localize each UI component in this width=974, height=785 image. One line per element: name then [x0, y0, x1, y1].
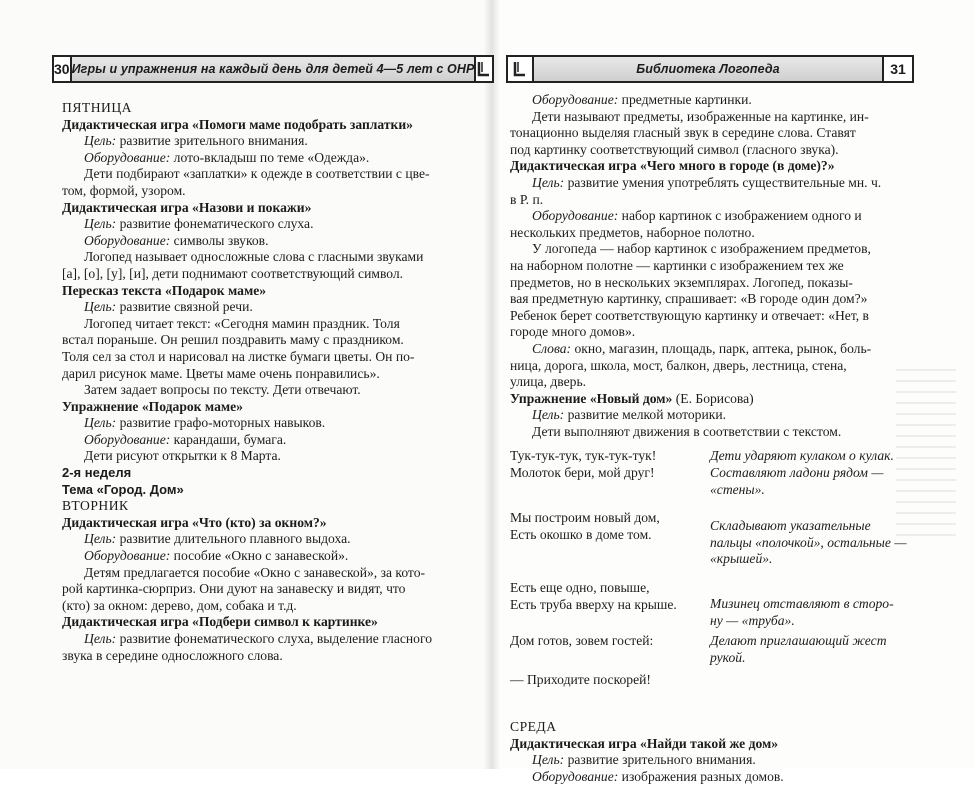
day-heading: СРЕДА — [510, 719, 557, 734]
action-line: Делают приглашающий жест — [710, 633, 887, 649]
equipment-label: Оборудование: — [84, 548, 171, 564]
goal-label: Цель: — [84, 299, 117, 315]
right-column — [510, 92, 918, 785]
section-heading: Дидактическая игра «Назови и покажи» — [62, 199, 312, 215]
action-line: «крышей». — [710, 551, 773, 567]
day-heading: ВТОРНИК — [62, 498, 129, 514]
body-text: [а], [о], [у], [и], дети поднимают соответствующий символ. — [62, 265, 404, 281]
right-header — [506, 55, 914, 83]
action-line: Мизинец отставляют в сторо- — [710, 596, 894, 612]
body-text: тонационно выделяя гласный звук в середине слова. Ставят — [510, 125, 856, 141]
words-label: Слова: — [532, 340, 572, 356]
body-text: Дети рисуют открытки к 8 Марта. — [84, 448, 281, 464]
verse-line: Дом готов, зовем гостей: — [510, 633, 654, 649]
verse-line: — Приходите поскорей! — [510, 672, 651, 688]
goal-label: Цель: — [84, 133, 117, 149]
goal-label: Цель: — [532, 752, 565, 768]
goal-label: Цель: — [84, 631, 117, 646]
week-heading: 2-я неделя — [62, 465, 132, 481]
body-text: дарил рисунок маме. Цветы маме очень понравились». — [62, 365, 380, 381]
section-heading: Упражнение «Подарок маме» — [62, 398, 243, 414]
poem-verse — [510, 510, 700, 568]
verse-line: Тук-тук-тук, тук-тук-тук! — [510, 448, 657, 464]
equipment-text: предметные картинки. — [621, 92, 752, 107]
body-text: Толя сел за стол и нарисовал на листке бумаги цветы. Он по- — [62, 348, 415, 364]
body-text: звука в середине односложного слова. — [62, 647, 283, 663]
equipment-label: Оборудование: — [532, 208, 619, 224]
poem-verse — [510, 633, 700, 666]
section-heading: Дидактическая игра «Чего много в городе (в доме)?» — [510, 158, 835, 174]
goal-label: Цель: — [84, 415, 117, 431]
equipment-text: лото-вкладыш по теме «Одежда». — [173, 149, 370, 165]
body-text: Дети называют предметы, изображенные на картинке, ин- — [532, 108, 869, 124]
section-heading: Упражнение «Новый дом» — [510, 390, 673, 406]
equipment-label: Оборудование: — [84, 431, 171, 447]
verse-line: Молоток бери, мой друг! — [510, 465, 655, 481]
body-text: на наборном полотне — картинки с изображением тех же — [510, 257, 844, 273]
body-text: Дети подбирают «заплатки» к одежде в соответствии с цве- — [84, 166, 430, 182]
body-text: (кто) за окном: дерево, дом, собака и т.д. — [62, 597, 297, 613]
body-text: под картинку соответствующий символ (гласного звука). — [510, 141, 839, 157]
page-number: 31 — [882, 55, 914, 83]
action-line: Составляют ладони рядом — — [710, 465, 884, 481]
action-line: рукой. — [710, 649, 746, 665]
goal-label: Цель: — [532, 174, 565, 190]
verse-line: Есть еще одно, повыше, — [510, 580, 650, 596]
words-text: улица, дверь. — [510, 374, 587, 390]
body-text: том, формой, узором. — [62, 182, 186, 198]
body-text: Ребенок берет соответствующую картинку и отвечает: «Нет, в — [510, 307, 869, 323]
action-line: «стены». — [710, 481, 765, 497]
poem-verse — [510, 666, 700, 689]
equipment-text: пособие «Окно с занавеской». — [173, 548, 349, 564]
goal-label: Цель: — [84, 216, 117, 232]
verse-line: Есть труба вверху на крыше. — [510, 596, 677, 612]
verse-line: Мы построим новый дом, — [510, 510, 660, 526]
body-text: вая предметную картинку, спрашивает: «В городе один дом?» — [510, 291, 868, 307]
body-text: Детям предлагается пособие «Окно с занавеской», за кото- — [84, 564, 426, 580]
equipment-label: Оборудование: — [84, 232, 171, 248]
poem-action — [710, 448, 918, 498]
body-text: Затем задает вопросы по тексту. Дети отвечают. — [84, 382, 361, 398]
goal-text: развитие длительного плавного выдоха. — [119, 531, 351, 547]
author-credit: (Е. Борисова) — [675, 390, 754, 406]
body-text: Логопед читает текст: «Сегодня мамин праздник. Толя — [84, 315, 400, 331]
equipment-label: Оборудование: — [532, 768, 619, 784]
words-text: окно, магазин, площадь, парк, аптека, рынок, боль- — [574, 340, 872, 356]
words-text: ница, дорога, школа, мост, балкон, дверь, лестница, стена, — [510, 357, 847, 373]
action-line: пальцы «полочкой», остальные — — [710, 534, 907, 550]
logo-icon — [506, 55, 534, 83]
body-text: предметов, но в нескольких экземплярах. Логопед, показы- — [510, 274, 853, 290]
running-title: Игры и упражнения на каждый день для детей 4—5 лет с ОНР — [72, 55, 475, 83]
poem-verse — [510, 448, 700, 498]
goal-text: развитие фонематического слуха, выделение гласного — [119, 631, 433, 646]
goal-label: Цель: — [532, 407, 565, 423]
poem-action — [710, 510, 918, 568]
section-heading: Дидактическая игра «Помоги маме подобрать заплатки» — [62, 116, 413, 132]
poem-action — [710, 633, 918, 666]
goal-text: развитие зрительного внимания. — [567, 752, 756, 768]
section-heading: Дидактическая игра «Что (кто) за окном?» — [62, 514, 327, 530]
left-header — [52, 55, 475, 83]
running-title: Библиотека Логопеда — [534, 55, 882, 83]
poem-table — [510, 448, 918, 689]
body-text: Дети выполняют движения в соответствии с текстом. — [532, 423, 842, 439]
equipment-label: Оборудование: — [84, 149, 171, 165]
section-heading: Дидактическая игра «Найди такой же дом» — [510, 735, 779, 751]
goal-text: развитие фонематического слуха. — [119, 216, 314, 232]
goal-text: развитие зрительного внимания. — [119, 133, 308, 149]
poem-verse — [510, 580, 700, 629]
body-text: городе много домов». — [510, 324, 636, 340]
poem-action — [710, 580, 918, 629]
action-line: Складывают указательные — [710, 518, 871, 534]
equipment-text: символы звуков. — [173, 232, 269, 248]
goal-text: развитие умения употреблять существительные мн. ч. — [567, 174, 882, 190]
verse-line: Есть окошко в доме том. — [510, 526, 652, 542]
equipment-text: нескольких предметов, наборное полотно. — [510, 224, 755, 240]
action-line: Дети ударяют кулаком о кулак. — [710, 448, 894, 464]
section-heading: Дидактическая игра «Подбери символ к картинке» — [62, 614, 378, 630]
equipment-text: набор картинок с изображением одного и — [621, 208, 862, 224]
goal-label: Цель: — [84, 531, 117, 547]
goal-text: развитие графо-моторных навыков. — [119, 415, 326, 431]
logo-icon — [474, 55, 494, 83]
body-text: встал пораньше. Он решил поздравить маму с праздником. — [62, 332, 404, 348]
left-column — [62, 100, 460, 664]
topic-heading: Тема «Город. Дом» — [62, 481, 184, 497]
equipment-text: карандаши, бумага. — [173, 431, 287, 447]
section-heading: Пересказ текста «Подарок маме» — [62, 282, 267, 298]
goal-text: развитие связной речи. — [119, 299, 253, 315]
body-text: У логопеда — набор картинок с изображением предметов, — [532, 241, 871, 257]
equipment-text: изображения разных домов. — [621, 768, 784, 784]
action-line: ну — «труба». — [710, 612, 795, 628]
goal-text: развитие мелкой моторики. — [567, 407, 727, 423]
equipment-label: Оборудование: — [532, 92, 619, 107]
goal-text: в Р. п. — [510, 191, 544, 207]
page-number: 30 — [52, 55, 72, 83]
body-text: рой картинка-сюрприз. Они дуют на занавеску и видят, что — [62, 581, 406, 597]
book-gutter — [484, 0, 500, 769]
body-text: Логопед называет односложные слова с гласными звуками — [84, 249, 424, 265]
day-heading: ПЯТНИЦА — [62, 100, 132, 115]
